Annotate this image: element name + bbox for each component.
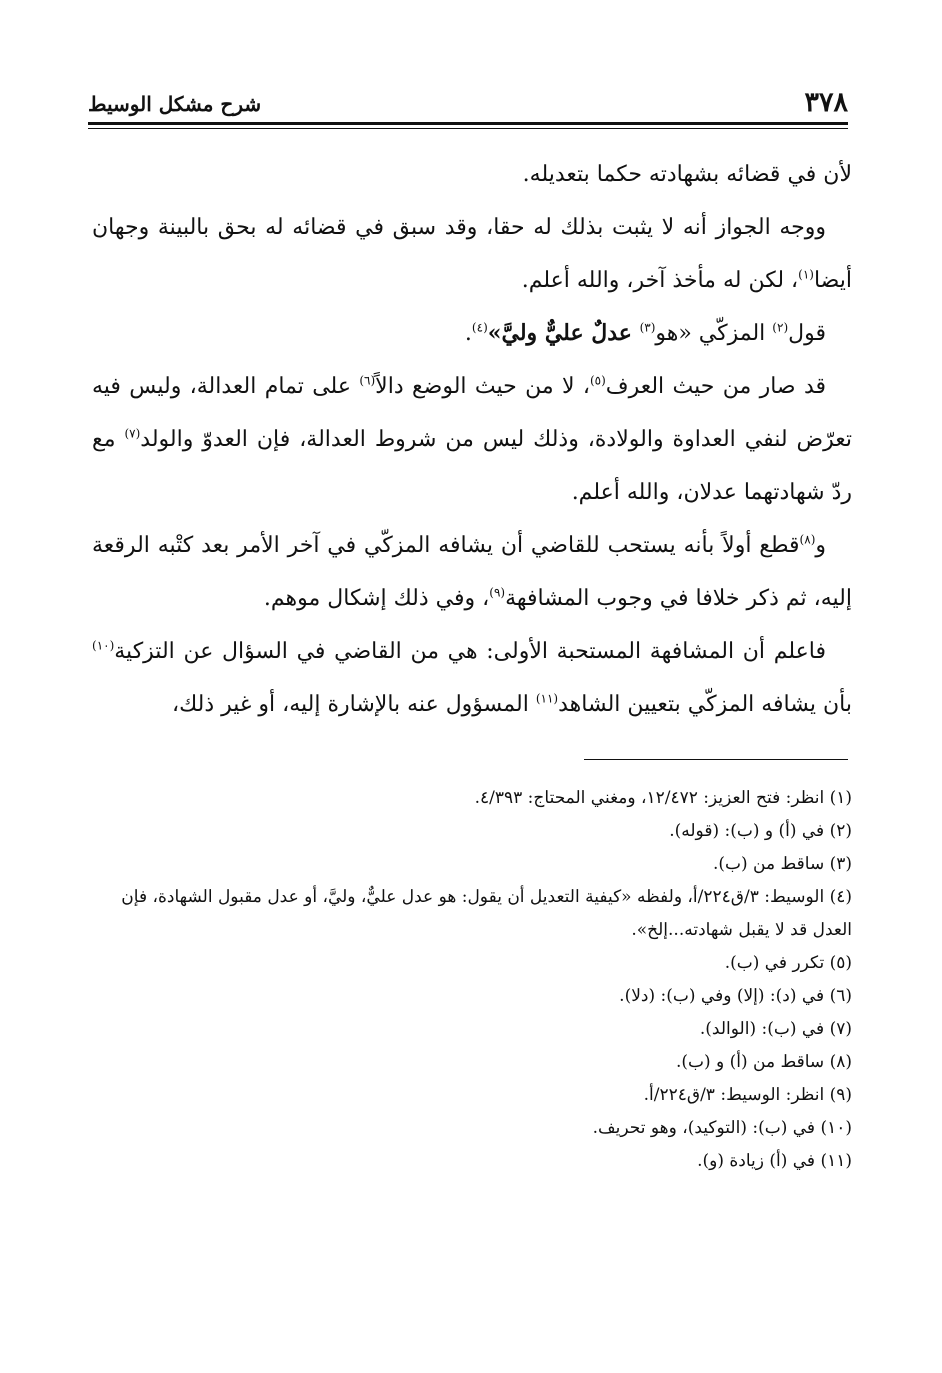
- paragraph-6-text-c: المسؤول عنه بالإشارة إليه، أو غير ذلك،: [172, 692, 536, 717]
- header-rule-thin: [88, 128, 848, 129]
- paragraph-2: [92, 201, 852, 307]
- paragraph-5-text-c: ، وفي ذلك إشكال موهم.: [263, 586, 490, 611]
- paragraph-1-text: لأن في قضائه بشهادته حكما بتعديله.: [522, 162, 852, 187]
- paragraph-4: [92, 360, 852, 519]
- footnote-4: (٤) الوسيط: ٣/ق٢٢٤/أ، ولفظه «كيفية التعديل أن يقول: هو عدل عليٌّ، وليَّ، أو عدل مقبول الشهادة، فإن العدل قد لا يقبل شهادته...إلخ».: [121, 887, 852, 940]
- footnote-ref-2[interactable]: (٢): [772, 320, 789, 335]
- footnote-separator: [584, 759, 848, 760]
- paragraph-3-text-a: قول: [788, 321, 826, 346]
- paragraph-4-text-a: قد صار من حيث العرف: [605, 374, 827, 399]
- paragraph-5-text-a: و: [815, 533, 826, 558]
- footnote-1: (١) انظر: فتح العزيز: ١٢/٤٧٢، ومغني المحتاج: ٤/٣٩٣.: [474, 788, 852, 808]
- page-number: ٣٧٨: [804, 87, 848, 118]
- paragraph-5: [92, 519, 852, 625]
- footnote-11: (١١) في (أ) زيادة (و).: [697, 1151, 852, 1171]
- paragraph-6-text-a: فاعلم أن المشافهة المستحبة الأولى: هي من القاضي في السؤال عن التزكية: [114, 639, 826, 664]
- footnote-ref-6[interactable]: (٦): [359, 373, 376, 388]
- paragraph-2-text-b: ، لكن له مأخذ آخر، والله أعلم.: [521, 268, 799, 293]
- footnote-ref-10[interactable]: (١٠): [92, 638, 115, 653]
- footnote-ref-8[interactable]: (٨): [799, 532, 816, 547]
- footnote-ref-3[interactable]: (٣): [639, 320, 656, 335]
- footnote-2: (٢) في (أ) و (ب): (قوله).: [669, 821, 852, 841]
- paragraph-4-text-c: على تمام العدالة، وليس فيه تعرّض لنفي العداوة والولادة، وذلك ليس من شروط العدالة، فإن العدوّ والولد: [92, 374, 852, 452]
- paragraph-3-text-d: .: [464, 321, 472, 346]
- footnote-ref-5[interactable]: (٥): [589, 373, 606, 388]
- footnote-ref-1[interactable]: (١): [798, 267, 814, 282]
- footnote-ref-4[interactable]: (٤): [471, 320, 488, 335]
- footnote-ref-9[interactable]: (٩): [489, 585, 506, 600]
- footnote-7: (٧) في (ب): (الوالد).: [699, 1019, 852, 1039]
- footnote-6: (٦) في (د): (إلا) وفي (ب): (دلا).: [619, 986, 852, 1006]
- footnotes: [92, 782, 852, 1178]
- paragraph-3-text-b: المزكّي «هو: [655, 321, 773, 346]
- paragraph-6-text-b: بأن يشافه المزكّي بتعيين الشاهد: [558, 692, 852, 717]
- footnote-5: (٥) تكرر في (ب).: [724, 953, 852, 973]
- paragraph-2-text-a: ووجه الجواز أنه لا يثبت بذلك له حقا، وقد سبق في قضائه له بحق بالبينة وجهان أيضا: [92, 215, 852, 293]
- paragraph-3: [92, 307, 852, 360]
- footnote-ref-11[interactable]: (١١): [535, 691, 559, 706]
- page-header: [88, 88, 848, 120]
- footnote-ref-7[interactable]: (٧): [124, 426, 141, 441]
- running-title: شرح مشكل الوسيط: [88, 92, 262, 116]
- footnote-9: (٩) انظر: الوسيط: ٣/ق٢٢٤/أ.: [643, 1085, 852, 1105]
- paragraph-5-text-b: قطع أولاً بأنه يستحب للقاضي أن يشافه المزكّي في آخر الأمر بعد كتْبه الرقعة إليه، ثم ذكر خلافا في وجوب المشافهة: [92, 533, 852, 611]
- footnote-10: (١٠) في (ب): (التوكيد)، وهو تحريف.: [592, 1118, 852, 1138]
- paragraph-4-text-b: ، لا من حيث الوضع دالاً: [375, 374, 590, 399]
- paragraph-1: [92, 148, 852, 201]
- paragraph-6: [92, 625, 852, 731]
- paragraph-3-quote: عدلٌ عليٌّ وليَّ»: [487, 320, 640, 346]
- footnote-3: (٣) ساقط من (ب).: [712, 854, 852, 874]
- paragraph-4-text-d: مع ردّ شهادتهما عدلان، والله أعلم.: [92, 427, 852, 505]
- footnote-8: (٨) ساقط من (أ) و (ب).: [675, 1052, 852, 1072]
- header-rule-thick: [88, 122, 848, 125]
- main-text: [92, 148, 852, 731]
